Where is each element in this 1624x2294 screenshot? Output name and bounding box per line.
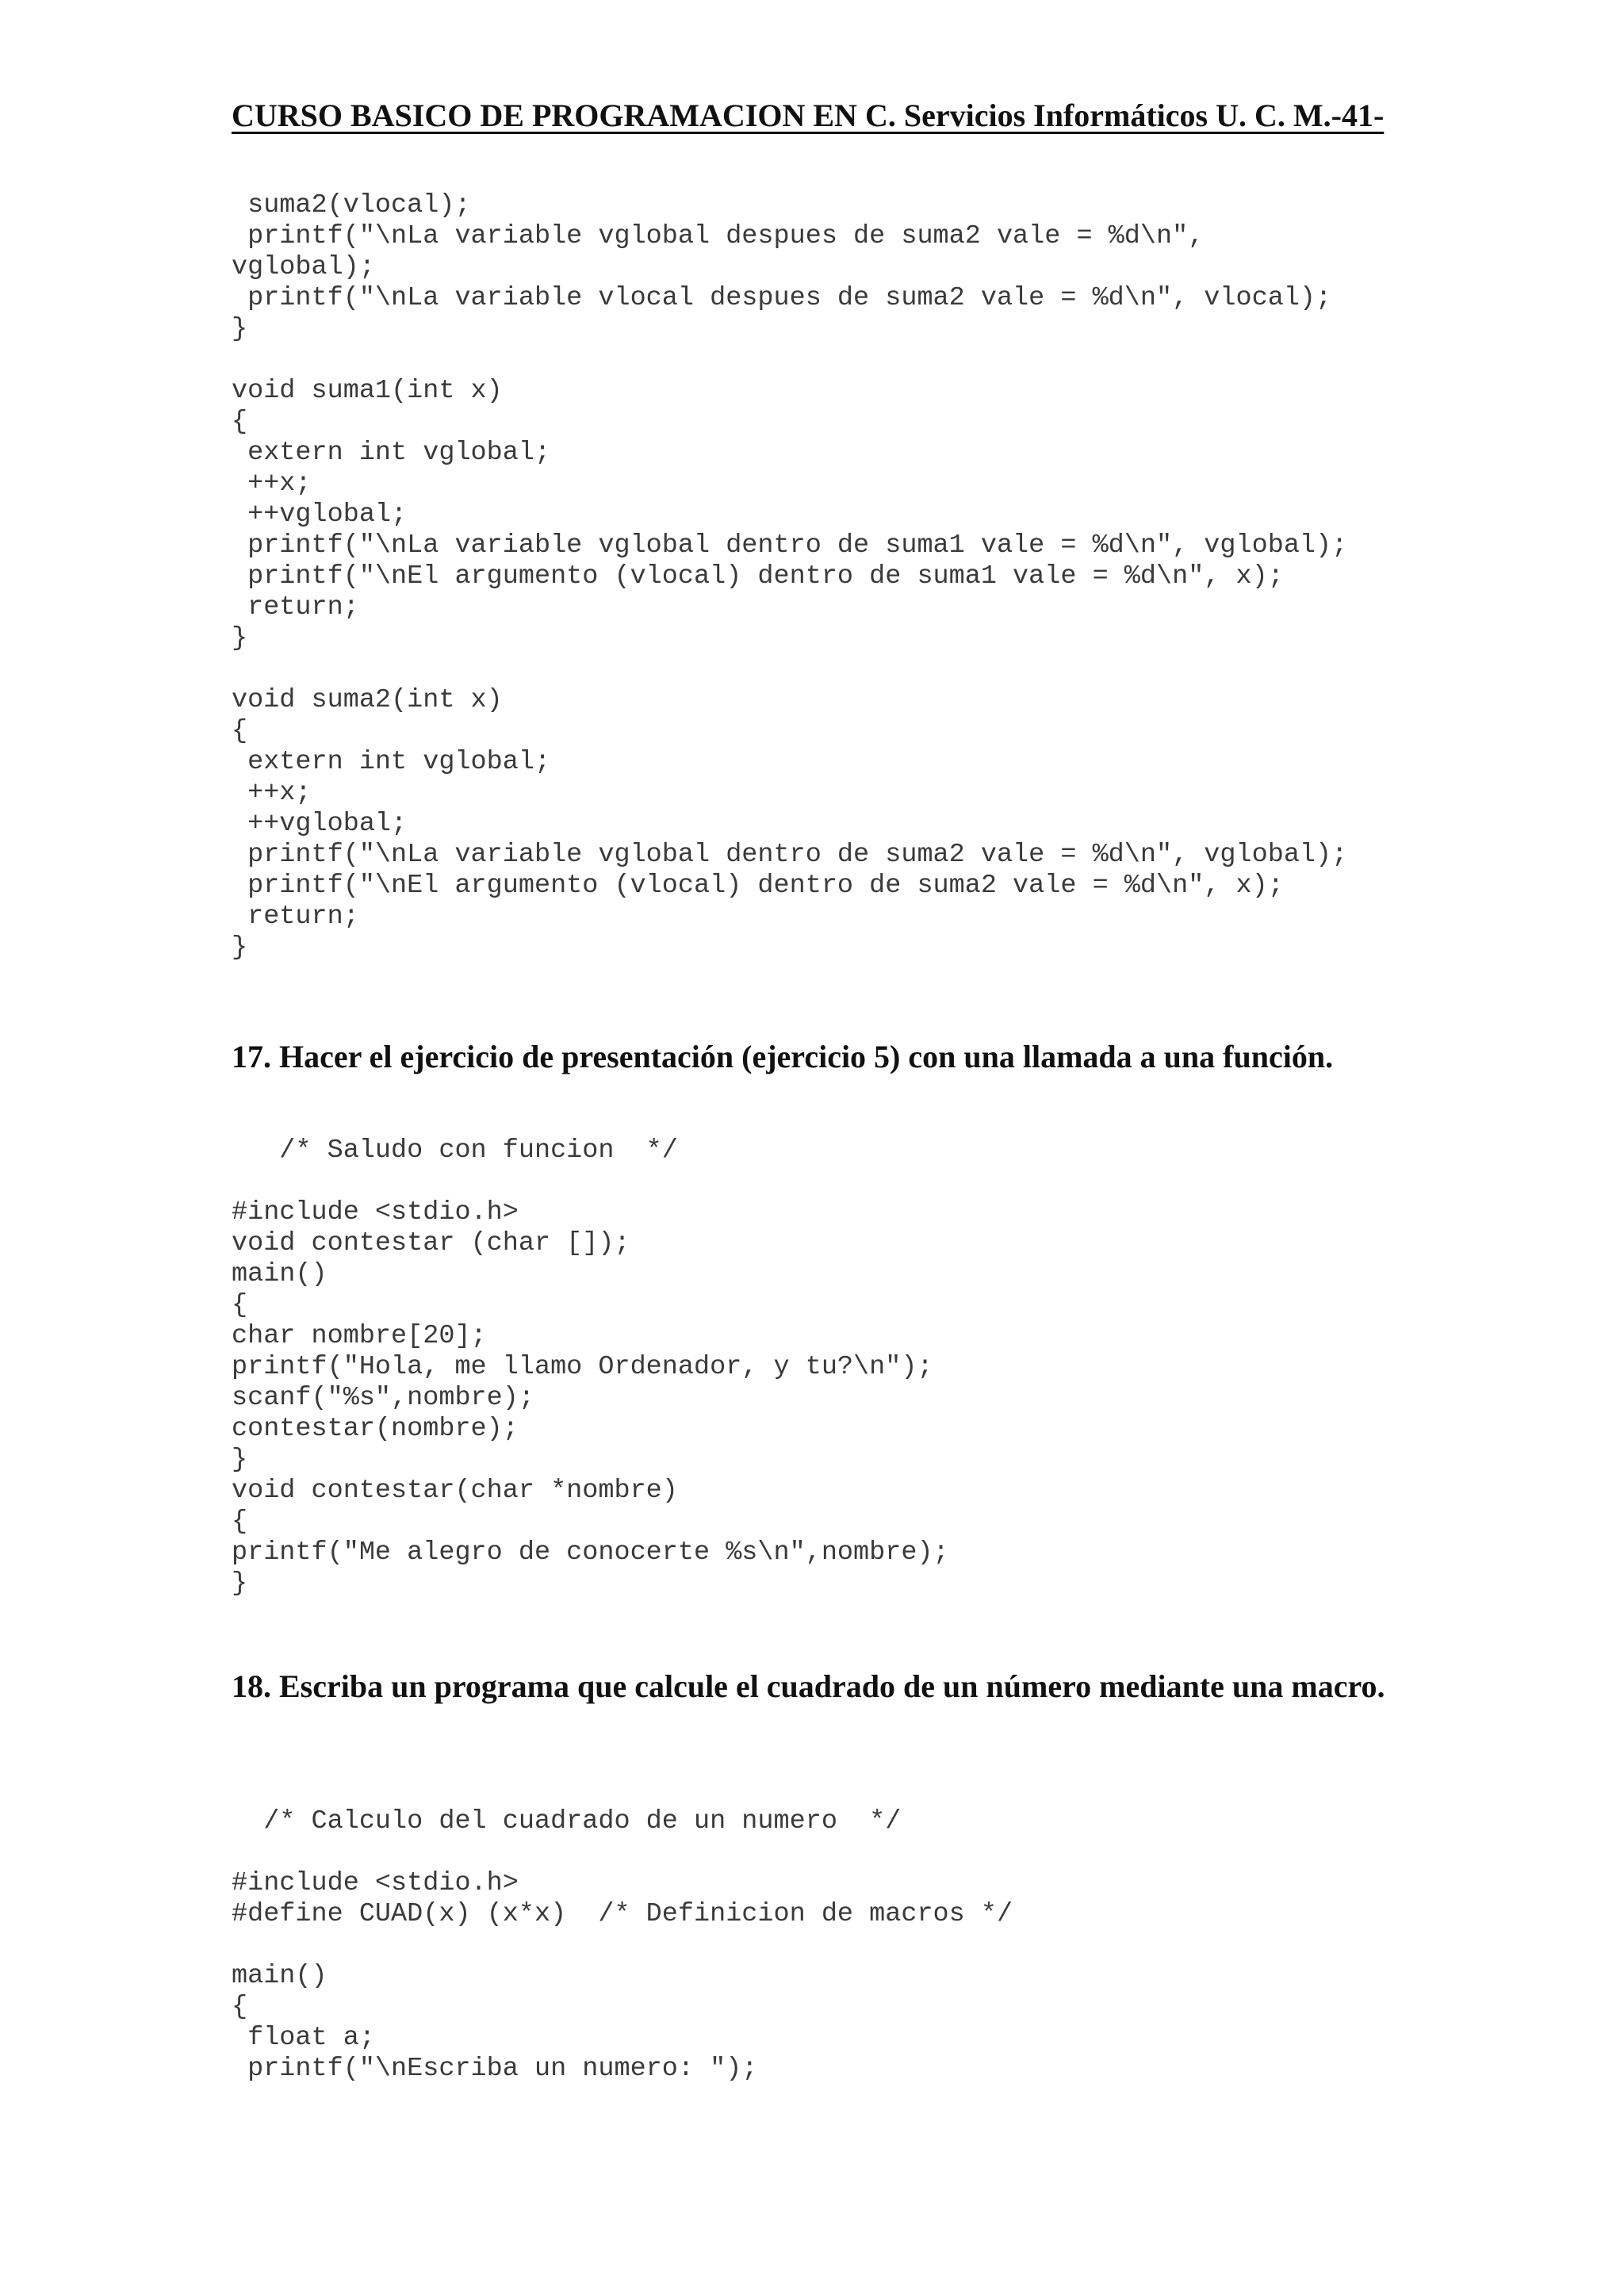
exercise-17-heading: 17. Hacer el ejercicio de presentación (ejercicio 5) con una llamada a una función. bbox=[232, 1039, 1334, 1074]
running-header: CURSO BASICO DE PROGRAMACION EN C. Servicios Informáticos U. C. M.-41- bbox=[232, 98, 1385, 133]
code-block-saludo-funcion: /* Saludo con funcion */ #include <stdio.h> void contestar (char []); main() { char nombre[20]; printf("Hola, me llamo Ordenador, y tu?\n"); scanf("%s",nombre); contestar(nombre); } void contestar(char *nombre) { printf("Me alegro de conocerte %s\n",nombre); } bbox=[232, 1136, 949, 1599]
code-block-suma-functions: suma2(vlocal); printf("\nLa variable vglobal despues de suma2 vale = %d\n", vglobal); printf("\nLa variable vlocal despues de suma2 vale = %d\n", vlocal); } void suma1(int x) { extern int vglobal; ++x; ++vglobal; printf("\nLa variable vglobal dentro de suma1 vale = %d\n", vglobal); printf("\nEl argumento (vlocal) dentro de suma1 vale = %d\n", x); return; } void suma2(int x) { extern int vglobal; ++x; ++vglobal; printf("\nLa variable vglobal dentro de suma2 vale = %d\n", vglobal); printf("\nEl argumento (vlocal) dentro de suma2 vale = %d\n", x); return; } bbox=[232, 190, 1348, 963]
exercise-18-heading: 18. Escriba un programa que calcule el cuadrado de un número mediante una macro. bbox=[232, 1668, 1385, 1704]
code-block-cuadrado-macro: /* Calculo del cuadrado de un numero */ #include <stdio.h> #define CUAD(x) (x*x) /* Definicion de macros */ main() { float a; printf("\nEscriba un numero: "); bbox=[232, 1806, 1013, 2084]
